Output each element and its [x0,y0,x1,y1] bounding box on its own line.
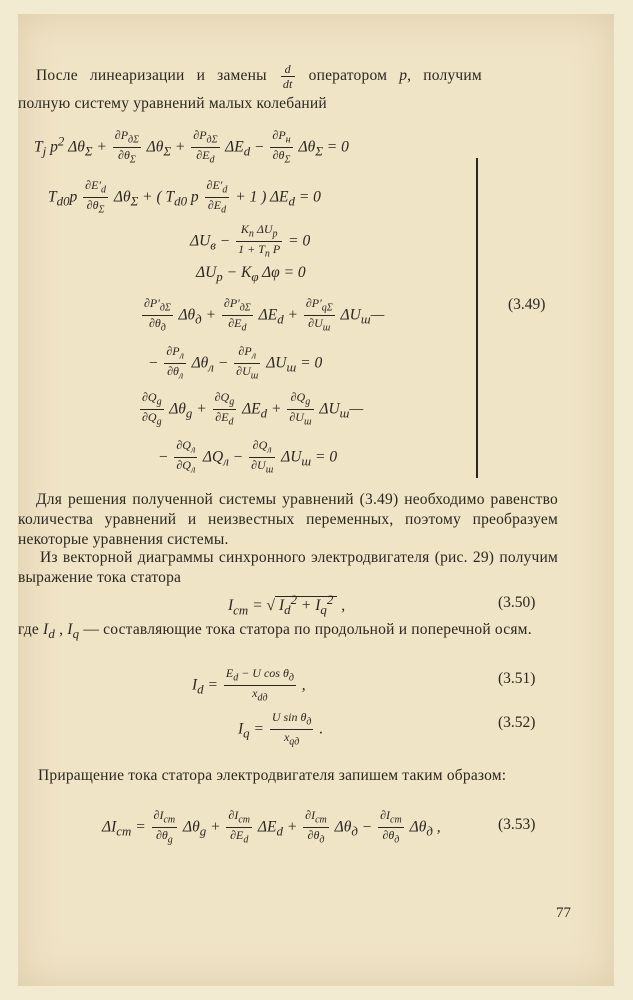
equation-6: − $\frac{\partial P_л}{\partial\theta_л}$ $\Delta\theta_л$ − $\frac{\partial P_л}{\partial U_ш}$ $\Delta U_ш = 0$ [148,344,323,382]
intro-line-2: полную систему уравнений малых колебаний [18,95,327,112]
where-line: где $I_d$ , $I_q$ — составляющие тока статора по продольной и поперечной осям. [18,621,532,642]
paragraph-2: Для решения полученной системы уравнений (3.49) необходимо равенство количества уравнений и неизвестных переменных, поэтому преобразуем некоторые уравнения системы. [18,491,558,548]
equation-number-353: (3.53) [498,816,536,833]
equation-7: $\frac{\partial Q_g}{\partial Q_g}$ $\Delta\theta_g$ + $\frac{\partial Q_g}{\partial E_d}$ $\Delta E_d$ + $\frac{\partial Q_g}{\partial U_ш}$ $\Delta U_ш—$ [142,390,364,428]
equation-4: $\Delta U_р - K_\varphi$ Δφ = 0 [196,264,306,285]
equation-8: − $\frac{\partial Q_л}{\partial Q_л}$ $\Delta Q_л$ − $\frac{\partial Q_л}{\partial U_ш}$ $\Delta U_ш = 0$ [158,438,338,476]
equation-number-350: (3.50) [498,594,536,611]
system-brace [470,158,478,478]
page-number: 77 [556,905,571,921]
equation-2: $T_{d0}p$ $\frac{\partial E'_d}{\partial\theta_\Sigma}$ $\Delta\theta_\Sigma$ + ( $T_{d0}$ p $\frac{\partial E'_d}{\partial E_d}$ + 1 ) $\Delta E_d = 0$ [48,178,321,216]
equation-number-351: (3.51) [498,670,536,687]
equation-number-352: (3.52) [498,714,536,731]
equation-353: $\Delta I_{ст}$ = $\frac{\partial I_{ст}}{\partial\theta_g}$ $\Delta\theta_g$ + $\frac{\partial I_{ст}}{\partial E_d}$ $\Delta E_d$ + $\frac{\partial I_{ст}}{\partial\theta_д}$ $\Delta\theta_д$ − $\frac{\partial I_{ст}}{\partial\theta_д}$ $\Delta\theta_д$ , [102,808,441,846]
equation-350: $I_{ст}$ = √ $I_d^2 + I_q^2$ , [228,592,346,618]
equation-352: $I_q$ = $\frac{U \sin \theta_д}{x_{qд}}$ . [238,710,324,748]
equation-351: $I_d$ = $\frac{E_d - U \cos \theta_д}{x_{dд}}$ , [192,666,306,704]
equation-number-349: (3.49) [508,296,546,313]
equation-3: $\Delta U_в$ − $\frac{K_п \Delta U_р}{1 + T_п P}$ = 0 [190,222,311,260]
equation-5: $\frac{\partial P'_{д\Sigma}}{\partial\theta_д}$ $\Delta\theta_д$ + $\frac{\partial P'_{д\Sigma}}{\partial E_d}$ $\Delta E_d$ + $\frac{\partial P'_{q\Sigma}}{\partial U_ш}$ $\Delta U_ш—$ [144,296,385,334]
intro-line-1: После линеаризации и замены $\frac{d}{dt}$ оператором p, получим [36,62,482,91]
equation-1: $T_j$ $p^2$ $\Delta\theta_\Sigma$ + $\frac{\partial P_{д\Sigma}}{\partial\theta_\Sigma}$ $\Delta\theta_\Sigma$ + $\frac{\partial P_{д\Sigma}}{\partial E_d}$ $\Delta E_d$ − $\frac{\partial P_н}{\partial\theta_\Sigma}$ $\Delta\theta_\Sigma = 0$ [34,128,349,166]
paragraph-4: Приращение тока статора электродвигателя запишем таким образом: [38,767,507,784]
paragraph-3: Из векторной диаграммы синхронного электродвигателя (рис. 29) получим выражение тока статора [18,549,558,586]
